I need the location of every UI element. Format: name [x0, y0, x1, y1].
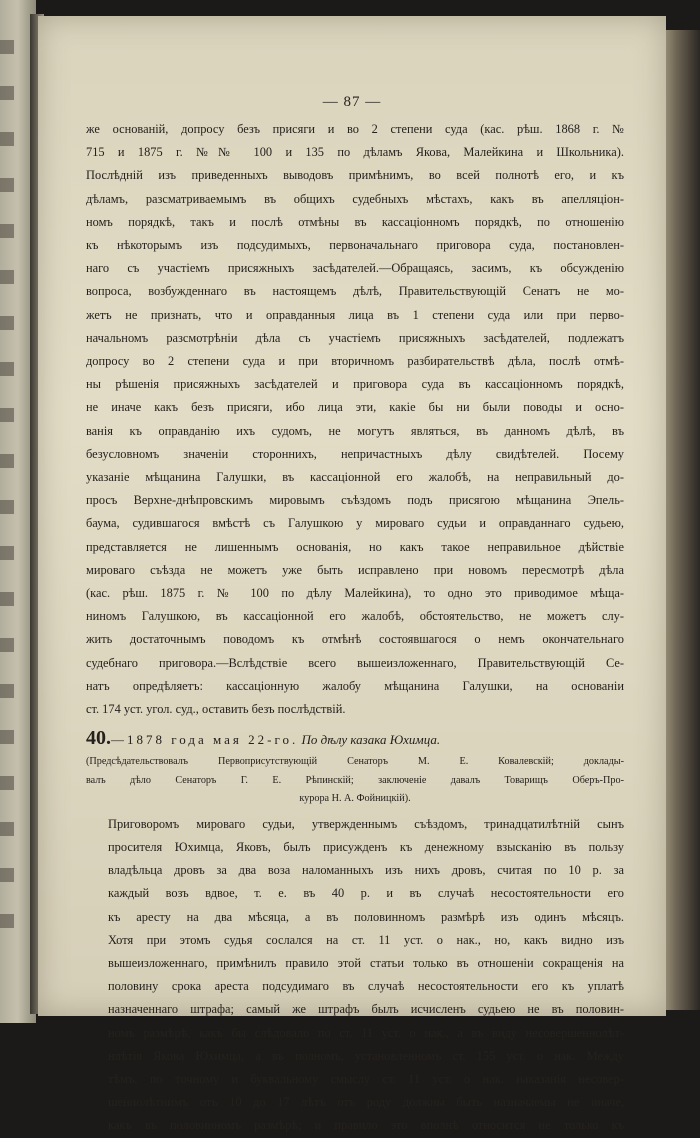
text-line: нлѣтія Якова Юхимца, а въ полномъ, установленномъ ст. 155 уст. о нак. Между — [108, 1048, 624, 1063]
text-line: владѣльца дровъ за два воза наломанныхъ изъ нихъ дровъ, считая по 10 р. за — [108, 863, 624, 878]
text-line: Приговоромъ мироваго судьи, утвержденнымъ съѣздомъ, тринадцатилѣтній сынъ — [108, 816, 624, 831]
text-line: наго съ участіемъ присяжныхъ засѣдателей.—Обращаясь, засимъ, къ обсужденію — [86, 261, 624, 276]
text-line: жить достаточнымъ поводомъ къ отмѣнѣ состоявшагося о немъ окончательнаго — [86, 632, 624, 647]
text-line: Хотя при этомъ судья сослался на ст. 11 уст. о нак., но, какъ видно изъ — [108, 932, 624, 947]
text-line: тѣмъ, по точному и буквальному смыслу ст. 11 уст. о нак. наказанія несовер- — [108, 1071, 624, 1086]
text-line: ст. 174 уст. угол. суд., оставить безъ послѣдствій. — [86, 702, 346, 717]
case-number: 40. — [86, 727, 111, 750]
text-line: номъ порядкѣ, такъ и послѣ отмѣны въ кассаціонномъ порядкѣ, по отношенію — [86, 214, 624, 229]
book-page-edges — [660, 30, 700, 1010]
text-line: безусловномъ значеніи стороннихъ, непричастныхъ дѣлу свидѣтелей. Посему — [86, 446, 624, 461]
text-line: указаніе мѣщанина Галушки, въ кассаціонной его жалобѣ, на неправильный до- — [86, 470, 624, 485]
text-line: каждый возъ вдвое, т. е. въ 40 р. и въ случаѣ несостоятельности его — [108, 886, 624, 901]
book-page — [38, 16, 666, 1133]
text-line: номъ размѣрѣ, какъ бы слѣдовало по ст. 11 уст. о нак., а въ виду несовершеннолѣт- — [108, 1025, 624, 1040]
case-heading — [86, 727, 624, 751]
text-line: къ нѣкоторымъ изъ подсудимыхъ, первоначальнаго приговора суда, постановлен- — [86, 238, 624, 253]
text-line: мироваго съѣзда не можетъ уже быть исправлено при новомъ пересмотрѣ дѣла — [86, 562, 624, 577]
text-line: шеннолѣтнимъ отъ 10 до 17 лѣтъ отъ роду должны быть назначаемы не иначе, — [108, 1095, 624, 1110]
previous-page-text-fragments — [0, 40, 22, 990]
text-line: вышеизложеннаго, примѣнилъ правило этой статьи только въ отношеніи сокращенія на — [108, 955, 624, 970]
text-line: дѣламъ, разсматриваемымъ въ общихъ судебныхъ мѣстахъ, какъ въ апелляціон- — [86, 191, 624, 206]
text-line: ны рѣшенія присяжныхъ засѣдателей и приговора суда въ кассаціонномъ порядкѣ, — [86, 377, 624, 392]
text-line: натъ опредѣляетъ: кассаціонную жалобу мѣщанина Галушки, на основаніи — [86, 678, 624, 693]
text-line: баума, судившагося вмѣстѣ съ Галушкою у мироваго судьи и оправданнаго судьею, — [86, 516, 624, 531]
text-line: половину срока ареста подсудимаго въ случаѣ несостоятельности его къ уплатѣ — [108, 979, 624, 994]
text-line: представляется не лишеннымъ основанія, но какъ такое неправильное дѣйствіе — [86, 539, 624, 554]
paragraph-case-facts — [86, 813, 624, 1138]
text-line: (кас. рѣш. 1875 г. № 100 по дѣлу Малейкина), то одно это приводимое мѣща- — [86, 586, 624, 601]
text-line: назначеннаго штрафа; самый же штрафъ былъ исчисленъ судьею не въ половин- — [108, 1002, 624, 1017]
text-line: просителя Юхимца, Яковъ, былъ присужденъ къ денежному взысканію въ пользу — [108, 839, 624, 854]
text-line: ванія къ оправданію ихъ судомъ, не могутъ являться, въ данномъ дѣлѣ, въ — [86, 423, 624, 438]
text-line: къ аресту на два мѣсяца, а въ половинномъ размѣрѣ изъ одинъ мѣсяцъ. — [108, 909, 624, 924]
text-line: жетъ не признать, что и оправданныя лица въ 1 степени суда или при перво- — [86, 307, 624, 322]
text-line: не иначе какъ безъ присяги, ибо лица эти, какіе бы ни были поводы и осно- — [86, 400, 624, 415]
presiding-line: (Предсѣдательствовалъ Первоприсутствующій Сенаторъ М. Е. Ковалевскій; доклады- — [86, 756, 624, 768]
text-line: просъ Верхне-днѣпровскимъ мировымъ съѣздомъ подъ присягою мѣщанина Эпель- — [86, 493, 624, 508]
page-number: — 87 — — [322, 94, 382, 110]
text-line: какъ въ половинномъ размѣрѣ; и правило это вполнѣ относится не только къ — [108, 1118, 624, 1133]
presiding-line: курора Н. А. Фойницкій). — [299, 793, 411, 805]
text-line: 715 и 1875 г. №№ 100 и 135 по дѣламъ Яковa, Малейкина и Школьника). — [86, 145, 624, 160]
text-line: же основаній, допросу безъ присяги и во 2 степени суда (кас. рѣш. 1868 г. № — [86, 122, 624, 136]
text-line: ниномъ Галушкою, въ кассаціонной его жалобѣ, обстоятельство, не можетъ слу- — [86, 609, 624, 624]
presiding-line: валъ дѣло Сенаторъ Г. Е. Рѣпинскій; заключеніе давалъ Товарищъ Оберъ-Про- — [86, 774, 624, 786]
paragraph-ruling-continuation — [86, 118, 624, 721]
presiding-note — [86, 753, 624, 808]
case-title: По дѣлу казака Юхимца. — [301, 732, 441, 748]
text-line: судебнаго приговора.—Вслѣдствіе всего вышеизложеннаго, Правительствующій Се- — [86, 655, 624, 670]
case-date: —1878 года мая 22-го. — [111, 732, 299, 748]
text-line: начальномъ разсмотрѣніи дѣла съ участіемъ присяжныхъ засѣдателей, подлежатъ — [86, 330, 624, 345]
text-line: допросу во 2 степени суда и при вторичномъ разбирательствѣ дѣла, послѣ отмѣ- — [86, 354, 624, 369]
text-body — [86, 118, 624, 1138]
text-line: Послѣдній изъ приведенныхъ выводовъ примѣнимъ, во всей полнотѣ его, и къ — [86, 168, 624, 183]
text-line: вопроса, возбужденнаго въ настоящемъ дѣлѣ, Правительствующій Сенатъ не мо- — [86, 284, 624, 299]
